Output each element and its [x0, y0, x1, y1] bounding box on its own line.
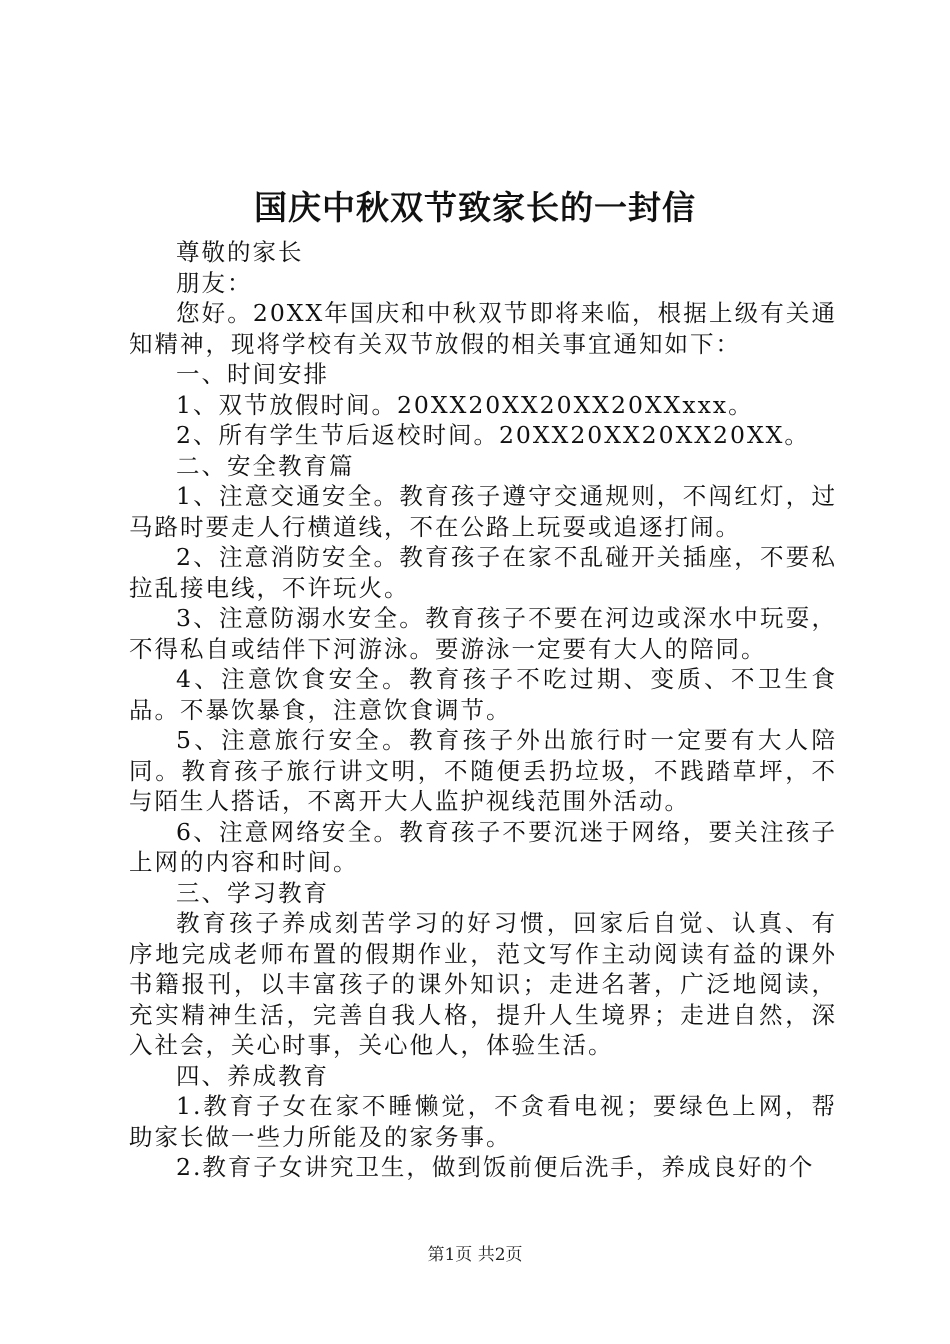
safety-item-internet: 6、注意网络安全。教育孩子不要沉迷于网络，要关注孩子上网的内容和时间。 [129, 817, 837, 876]
time-item-1: 1、双节放假时间。20XX20XX20XX20XXxxx。 [176, 390, 754, 419]
salutation-line-2: 朋友： [176, 268, 253, 297]
safety-item-drowning: 3、注意防溺水安全。教育孩子不要在河边或深水中玩耍，不得私自或结伴下河游泳。要游泳一定要有大人的陪同。 [129, 604, 837, 663]
section-heading-safety: 二、安全教育篇 [176, 451, 355, 480]
habits-item-1: 1.教育子女在家不睡懒觉，不贪看电视；要绿色上网，帮助家长做一些力所能及的家务事。 [129, 1092, 837, 1151]
time-item-2: 2、所有学生节后返校时间。20XX20XX20XX20XX。 [176, 421, 810, 449]
section-heading-habits: 四、养成教育 [176, 1061, 329, 1090]
habits-item-2: 2.教育子女讲究卫生，做到饭前便后洗手，养成良好的个 [176, 1153, 815, 1181]
salutation-line-1: 尊敬的家长 [176, 238, 304, 266]
section-heading-time: 一、时间安排 [176, 360, 329, 388]
study-paragraph: 教育孩子养成刻苦学习的好习惯，回家后自觉、认真、有序地完成老师布置的假期作业，范文写作主动阅读有益的课外书籍报刊，以丰富孩子的课外知识；走进名著，广泛地阅读，充实精神生活，完善自我人格，提升人生境界；走进自然，深入社会，关心时事，关心他人，体验生活。 [129, 909, 837, 1059]
safety-item-travel: 5、注意旅行安全。教育孩子外出旅行时一定要有大人陪同。教育孩子旅行讲文明，不随便丢扔垃圾，不践踏草坪，不与陌生人搭话，不离开大人监护视线范围外活动。 [129, 726, 837, 815]
document-body [129, 237, 837, 1183]
page-footer: 第1页 共2页 [427, 1245, 523, 1265]
intro-paragraph: 您好。20XX年国庆和中秋双节即将来临，根据上级有关通知精神，现将学校有关双节放假的相关事宜通知如下： [129, 299, 837, 358]
document-title: 国庆中秋双节致家长的一封信 [254, 188, 696, 227]
safety-item-fire: 2、注意消防安全。教育孩子在家不乱碰开关插座，不要私拉乱接电线，不许玩火。 [129, 543, 837, 602]
safety-item-traffic: 1、注意交通安全。教育孩子遵守交通规则，不闯红灯，过马路时要走人行横道线，不在公路上玩耍或追逐打闹。 [129, 482, 837, 541]
safety-item-food: 4、注意饮食安全。教育孩子不吃过期、变质、不卫生食品。不暴饮暴食，注意饮食调节。 [129, 665, 837, 724]
section-heading-study: 三、学习教育 [176, 878, 329, 907]
